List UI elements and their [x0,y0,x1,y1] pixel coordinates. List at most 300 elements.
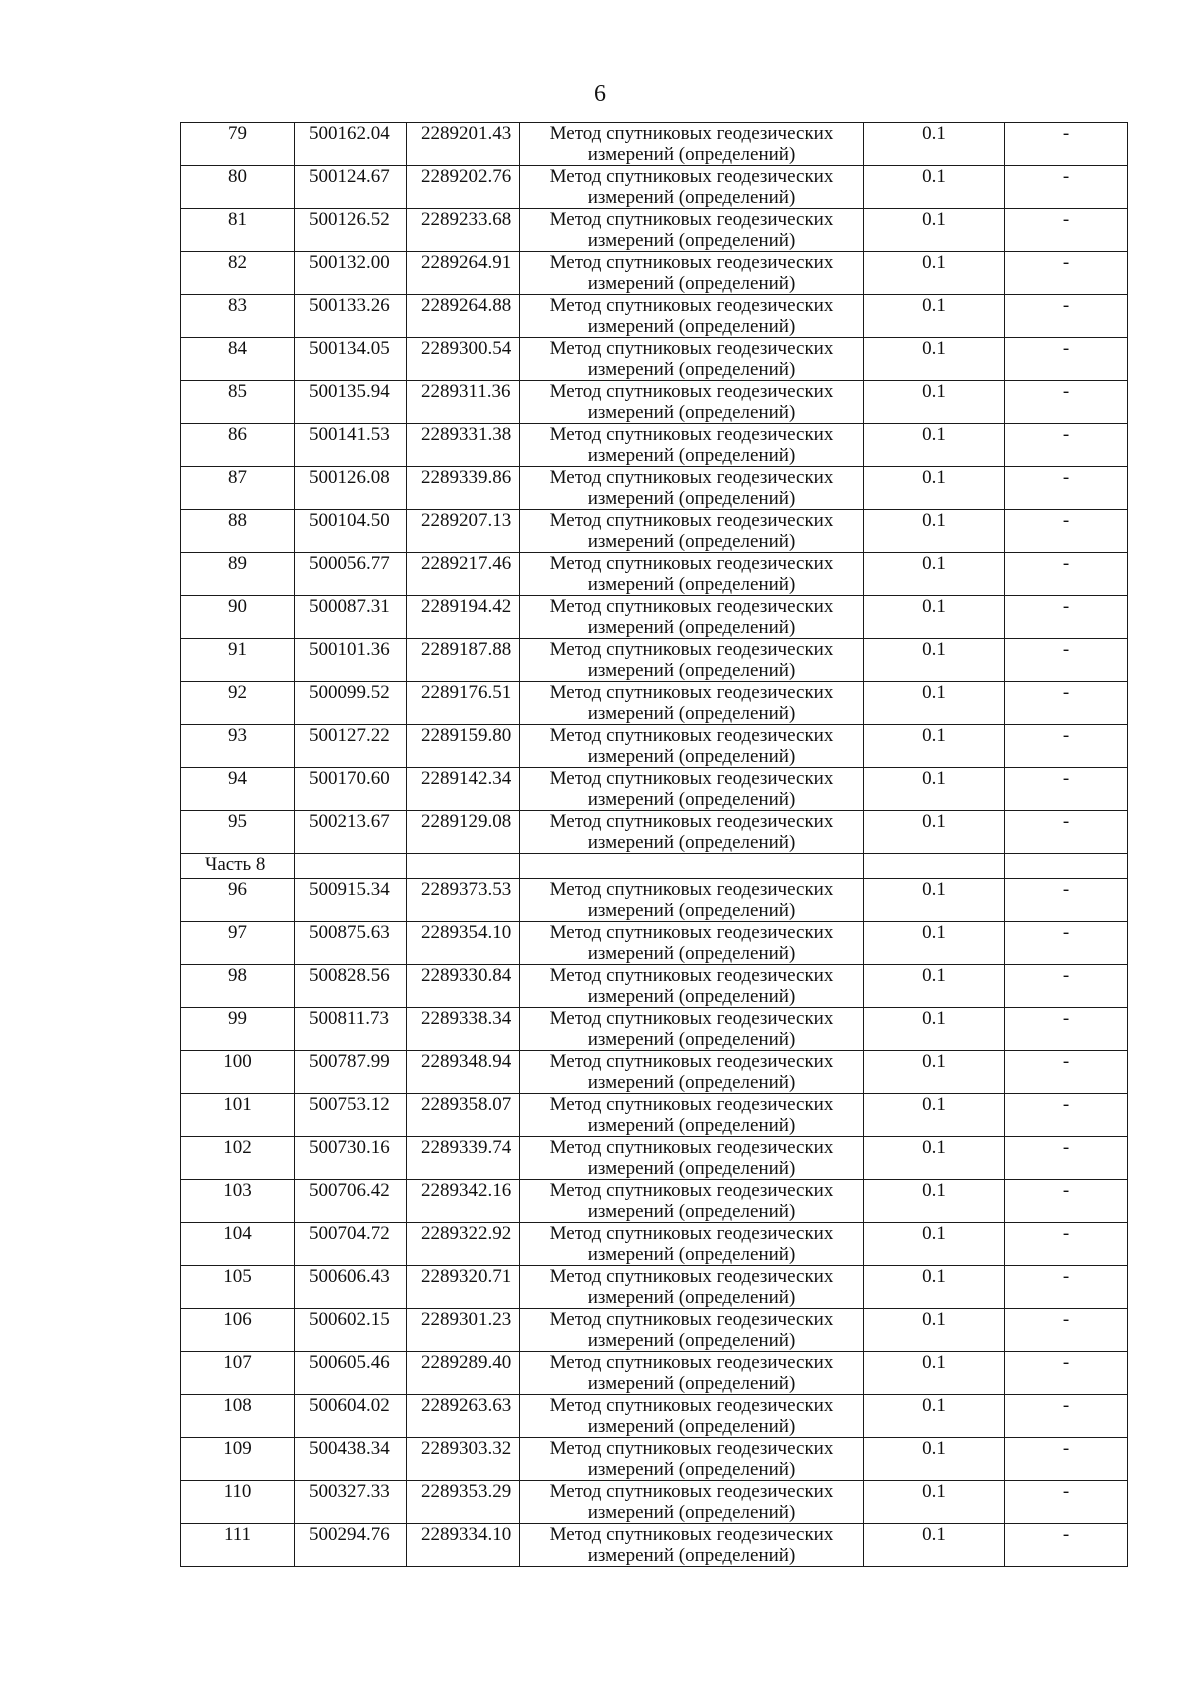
method-line-2: измерений (определений) [587,1072,796,1093]
accuracy-cell: 0.1 [864,338,1005,381]
coordinate-x: 500104.50 [295,510,407,553]
method-line-1: Метод спутниковых геодезических [549,596,834,617]
coordinate-y: 2289176.51 [407,682,520,725]
method-cell [520,922,864,965]
method-cell [520,209,864,252]
method-cell [520,1223,864,1266]
accuracy-cell: 0.1 [864,1352,1005,1395]
method-line-1: Метод спутниковых геодезических [549,252,834,273]
method-cell [520,1524,864,1567]
accuracy-cell: 0.1 [864,1438,1005,1481]
table-row [181,1481,1128,1524]
note-cell: - [1005,1352,1128,1395]
method-line-2: измерений (определений) [587,1115,796,1136]
coordinate-y: 2289300.54 [407,338,520,381]
accuracy-cell: 0.1 [864,510,1005,553]
coordinate-x: 500811.73 [295,1008,407,1051]
method-line-2: измерений (определений) [587,273,796,294]
method-cell [520,510,864,553]
point-number: 93 [181,725,295,768]
note-cell: - [1005,1180,1128,1223]
point-number: 84 [181,338,295,381]
note-cell: - [1005,1266,1128,1309]
empty-cell [520,854,864,879]
coordinate-x: 500753.12 [295,1094,407,1137]
coordinate-x: 500730.16 [295,1137,407,1180]
method-line-1: Метод спутниковых геодезических [549,965,834,986]
note-cell: - [1005,1524,1128,1567]
table-row [181,1223,1128,1266]
coordinate-y: 2289303.32 [407,1438,520,1481]
method-cell [520,1395,864,1438]
table-row [181,1309,1128,1352]
accuracy-cell: 0.1 [864,965,1005,1008]
coordinate-x: 500134.05 [295,338,407,381]
method-line-1: Метод спутниковых геодезических [549,768,834,789]
method-line-2: измерений (определений) [587,1330,796,1351]
coordinate-y: 2289322.92 [407,1223,520,1266]
point-number: 81 [181,209,295,252]
coordinate-x: 500087.31 [295,596,407,639]
empty-cell [295,854,407,879]
table-row [181,510,1128,553]
method-cell [520,682,864,725]
accuracy-cell: 0.1 [864,1481,1005,1524]
note-cell: - [1005,166,1128,209]
method-cell [520,1266,864,1309]
method-line-1: Метод спутниковых геодезических [549,123,834,144]
table-row [181,295,1128,338]
method-line-2: измерений (определений) [587,1244,796,1265]
method-cell [520,467,864,510]
coordinate-y: 2289373.53 [407,879,520,922]
accuracy-cell: 0.1 [864,1008,1005,1051]
table-row [181,725,1128,768]
point-number: 97 [181,922,295,965]
table-row [181,424,1128,467]
method-line-2: измерений (определений) [587,703,796,724]
coordinate-x: 500915.34 [295,879,407,922]
method-line-2: измерений (определений) [587,789,796,810]
accuracy-cell: 0.1 [864,811,1005,854]
accuracy-cell: 0.1 [864,879,1005,922]
table-row [181,639,1128,682]
accuracy-cell: 0.1 [864,682,1005,725]
coordinate-x: 500706.42 [295,1180,407,1223]
coordinate-x: 500875.63 [295,922,407,965]
empty-cell [407,854,520,879]
point-number: 102 [181,1137,295,1180]
note-cell: - [1005,553,1128,596]
table-row [181,768,1128,811]
note-cell: - [1005,1008,1128,1051]
point-number: 111 [181,1524,295,1567]
point-number: 98 [181,965,295,1008]
method-cell [520,1352,864,1395]
table-row [181,1524,1128,1567]
method-line-2: измерений (определений) [587,1201,796,1222]
accuracy-cell: 0.1 [864,1137,1005,1180]
method-line-2: измерений (определений) [587,316,796,337]
note-cell: - [1005,1438,1128,1481]
method-cell [520,1008,864,1051]
method-cell [520,1309,864,1352]
coordinate-x: 500602.15 [295,1309,407,1352]
note-cell: - [1005,1395,1128,1438]
accuracy-cell: 0.1 [864,467,1005,510]
method-line-2: измерений (определений) [587,574,796,595]
method-line-1: Метод спутниковых геодезических [549,338,834,359]
point-number: 106 [181,1309,295,1352]
method-line-2: измерений (определений) [587,617,796,638]
note-cell: - [1005,1094,1128,1137]
accuracy-cell: 0.1 [864,295,1005,338]
method-line-1: Метод спутниковых геодезических [549,879,834,900]
accuracy-cell: 0.1 [864,1051,1005,1094]
point-number: 100 [181,1051,295,1094]
method-line-1: Метод спутниковых геодезических [549,1051,834,1072]
note-cell: - [1005,922,1128,965]
table-row [181,553,1128,596]
note-cell: - [1005,252,1128,295]
coordinate-y: 2289331.38 [407,424,520,467]
method-line-2: измерений (определений) [587,1158,796,1179]
method-cell [520,1180,864,1223]
note-cell: - [1005,879,1128,922]
coordinate-y: 2289353.29 [407,1481,520,1524]
coordinate-y: 2289330.84 [407,965,520,1008]
coordinate-x: 500787.99 [295,1051,407,1094]
point-number: 94 [181,768,295,811]
note-cell: - [1005,209,1128,252]
accuracy-cell: 0.1 [864,922,1005,965]
note-cell: - [1005,965,1128,1008]
method-line-2: измерений (определений) [587,488,796,509]
coordinate-y: 2289289.40 [407,1352,520,1395]
table-row [181,338,1128,381]
coordinate-x: 500127.22 [295,725,407,768]
point-number: 91 [181,639,295,682]
method-line-1: Метод спутниковых геодезических [549,381,834,402]
accuracy-cell: 0.1 [864,553,1005,596]
coordinate-y: 2289207.13 [407,510,520,553]
point-number: 105 [181,1266,295,1309]
table-row [181,467,1128,510]
method-cell [520,424,864,467]
method-cell [520,295,864,338]
coordinate-y: 2289354.10 [407,922,520,965]
note-cell: - [1005,424,1128,467]
coordinate-y: 2289264.91 [407,252,520,295]
point-number: 87 [181,467,295,510]
section-label: Часть 8 [181,854,295,879]
method-cell [520,1438,864,1481]
method-line-2: измерений (определений) [587,1545,796,1566]
table-row [181,922,1128,965]
method-line-1: Метод спутниковых геодезических [549,1223,834,1244]
coordinate-y: 2289129.08 [407,811,520,854]
table-row [181,682,1128,725]
method-line-2: измерений (определений) [587,187,796,208]
coordinate-y: 2289159.80 [407,725,520,768]
coordinate-x: 500327.33 [295,1481,407,1524]
table-row [181,209,1128,252]
note-cell: - [1005,1481,1128,1524]
coordinate-y: 2289233.68 [407,209,520,252]
table-row [181,965,1128,1008]
method-line-1: Метод спутниковых геодезических [549,1395,834,1416]
table-row [181,1051,1128,1094]
method-cell [520,768,864,811]
point-number: 95 [181,811,295,854]
point-number: 110 [181,1481,295,1524]
accuracy-cell: 0.1 [864,166,1005,209]
table-row [181,1137,1128,1180]
accuracy-cell: 0.1 [864,252,1005,295]
coordinate-x: 500606.43 [295,1266,407,1309]
method-line-1: Метод спутниковых геодезических [549,467,834,488]
section-row [181,854,1128,879]
coordinate-x: 500704.72 [295,1223,407,1266]
note-cell: - [1005,768,1128,811]
coordinate-x: 500141.53 [295,424,407,467]
accuracy-cell: 0.1 [864,1524,1005,1567]
note-cell: - [1005,123,1128,166]
method-line-2: измерений (определений) [587,1287,796,1308]
method-cell [520,1051,864,1094]
method-line-2: измерений (определений) [587,402,796,423]
method-cell [520,639,864,682]
method-cell [520,811,864,854]
coordinate-x: 500135.94 [295,381,407,424]
table-row [181,123,1128,166]
note-cell: - [1005,295,1128,338]
method-cell [520,879,864,922]
note-cell: - [1005,1309,1128,1352]
method-line-1: Метод спутниковых геодезических [549,1438,834,1459]
point-number: 83 [181,295,295,338]
coordinate-y: 2289187.88 [407,639,520,682]
method-line-1: Метод спутниковых геодезических [549,209,834,230]
point-number: 101 [181,1094,295,1137]
coordinate-x: 500604.02 [295,1395,407,1438]
note-cell: - [1005,510,1128,553]
accuracy-cell: 0.1 [864,1180,1005,1223]
note-cell: - [1005,467,1128,510]
coordinate-x: 500101.36 [295,639,407,682]
method-line-2: измерений (определений) [587,1459,796,1480]
coordinate-x: 500126.08 [295,467,407,510]
coordinate-x: 500438.34 [295,1438,407,1481]
method-line-2: измерений (определений) [587,531,796,552]
point-number: 96 [181,879,295,922]
table-row [181,381,1128,424]
coordinate-x: 500056.77 [295,553,407,596]
point-number: 79 [181,123,295,166]
point-number: 108 [181,1395,295,1438]
note-cell: - [1005,639,1128,682]
coordinate-y: 2289334.10 [407,1524,520,1567]
accuracy-cell: 0.1 [864,725,1005,768]
coordinate-y: 2289201.43 [407,123,520,166]
method-line-1: Метод спутниковых геодезических [549,639,834,660]
method-line-1: Метод спутниковых геодезических [549,1309,834,1330]
table-row [181,1094,1128,1137]
method-line-2: измерений (определений) [587,359,796,380]
table-row [181,1352,1128,1395]
table-row [181,252,1128,295]
method-line-1: Метод спутниковых геодезических [549,1481,834,1502]
page-number: 6 [594,81,606,107]
table-row [181,879,1128,922]
method-line-1: Метод спутниковых геодезических [549,682,834,703]
method-line-1: Метод спутниковых геодезических [549,811,834,832]
method-line-2: измерений (определений) [587,943,796,964]
empty-cell [1005,854,1128,879]
note-cell: - [1005,1051,1128,1094]
note-cell: - [1005,338,1128,381]
coordinate-y: 2289358.07 [407,1094,520,1137]
accuracy-cell: 0.1 [864,1223,1005,1266]
accuracy-cell: 0.1 [864,209,1005,252]
method-cell [520,1481,864,1524]
method-line-1: Метод спутниковых геодезических [549,166,834,187]
table-row [181,1438,1128,1481]
method-cell [520,1137,864,1180]
coordinate-y: 2289217.46 [407,553,520,596]
table-row [181,1180,1128,1223]
point-number: 86 [181,424,295,467]
note-cell: - [1005,1137,1128,1180]
accuracy-cell: 0.1 [864,1309,1005,1352]
method-line-1: Метод спутниковых геодезических [549,1266,834,1287]
table-row [181,811,1128,854]
accuracy-cell: 0.1 [864,768,1005,811]
accuracy-cell: 0.1 [864,1094,1005,1137]
method-line-1: Метод спутниковых геодезических [549,1008,834,1029]
coordinate-x: 500124.67 [295,166,407,209]
method-line-1: Метод спутниковых геодезических [549,295,834,316]
method-line-1: Метод спутниковых геодезических [549,553,834,574]
coordinate-y: 2289339.74 [407,1137,520,1180]
method-line-1: Метод спутниковых геодезических [549,922,834,943]
table-row [181,166,1128,209]
method-line-2: измерений (определений) [587,445,796,466]
coordinate-y: 2289264.88 [407,295,520,338]
coordinate-x: 500294.76 [295,1524,407,1567]
coordinate-y: 2289311.36 [407,381,520,424]
method-line-1: Метод спутниковых геодезических [549,510,834,531]
coordinate-y: 2289301.23 [407,1309,520,1352]
coordinate-x: 500126.52 [295,209,407,252]
point-number: 90 [181,596,295,639]
method-line-2: измерений (определений) [587,986,796,1007]
accuracy-cell: 0.1 [864,1266,1005,1309]
accuracy-cell: 0.1 [864,424,1005,467]
note-cell: - [1005,596,1128,639]
coordinate-x: 500132.00 [295,252,407,295]
point-number: 85 [181,381,295,424]
table-row [181,1008,1128,1051]
point-number: 103 [181,1180,295,1223]
accuracy-cell: 0.1 [864,639,1005,682]
method-line-2: измерений (определений) [587,660,796,681]
point-number: 109 [181,1438,295,1481]
note-cell: - [1005,381,1128,424]
method-cell [520,252,864,295]
coordinate-x: 500099.52 [295,682,407,725]
method-cell [520,965,864,1008]
coordinate-x: 500828.56 [295,965,407,1008]
table-row [181,1395,1128,1438]
note-cell: - [1005,725,1128,768]
method-cell [520,553,864,596]
table-row [181,1266,1128,1309]
point-number: 107 [181,1352,295,1395]
coordinate-y: 2289320.71 [407,1266,520,1309]
coordinate-x: 500213.67 [295,811,407,854]
method-cell [520,166,864,209]
method-line-1: Метод спутниковых геодезических [549,1180,834,1201]
method-cell [520,338,864,381]
method-line-1: Метод спутниковых геодезических [549,1094,834,1115]
point-number: 104 [181,1223,295,1266]
point-number: 89 [181,553,295,596]
method-line-2: измерений (определений) [587,144,796,165]
method-line-2: измерений (определений) [587,1029,796,1050]
table-row [181,596,1128,639]
accuracy-cell: 0.1 [864,596,1005,639]
coordinate-y: 2289263.63 [407,1395,520,1438]
method-line-1: Метод спутниковых геодезических [549,1524,834,1545]
note-cell: - [1005,682,1128,725]
point-number: 82 [181,252,295,295]
point-number: 99 [181,1008,295,1051]
method-line-2: измерений (определений) [587,230,796,251]
method-cell [520,381,864,424]
method-cell [520,725,864,768]
method-line-1: Метод спутниковых геодезических [549,424,834,445]
method-cell [520,123,864,166]
method-line-2: измерений (определений) [587,832,796,853]
method-line-2: измерений (определений) [587,1373,796,1394]
empty-cell [864,854,1005,879]
coordinate-y: 2289142.34 [407,768,520,811]
method-line-2: измерений (определений) [587,900,796,921]
coordinate-x: 500605.46 [295,1352,407,1395]
coordinates-table [180,122,1128,1567]
point-number: 80 [181,166,295,209]
coordinate-x: 500133.26 [295,295,407,338]
accuracy-cell: 0.1 [864,381,1005,424]
coordinate-y: 2289339.86 [407,467,520,510]
accuracy-cell: 0.1 [864,123,1005,166]
coordinate-y: 2289342.16 [407,1180,520,1223]
method-line-1: Метод спутниковых геодезических [549,725,834,746]
coordinate-y: 2289348.94 [407,1051,520,1094]
point-number: 92 [181,682,295,725]
accuracy-cell: 0.1 [864,1395,1005,1438]
note-cell: - [1005,811,1128,854]
method-line-1: Метод спутниковых геодезических [549,1352,834,1373]
coordinates-table-body [181,123,1128,1567]
coordinate-y: 2289194.42 [407,596,520,639]
coordinate-y: 2289202.76 [407,166,520,209]
coordinate-x: 500162.04 [295,123,407,166]
method-line-2: измерений (определений) [587,746,796,767]
point-number: 88 [181,510,295,553]
coordinate-y: 2289338.34 [407,1008,520,1051]
